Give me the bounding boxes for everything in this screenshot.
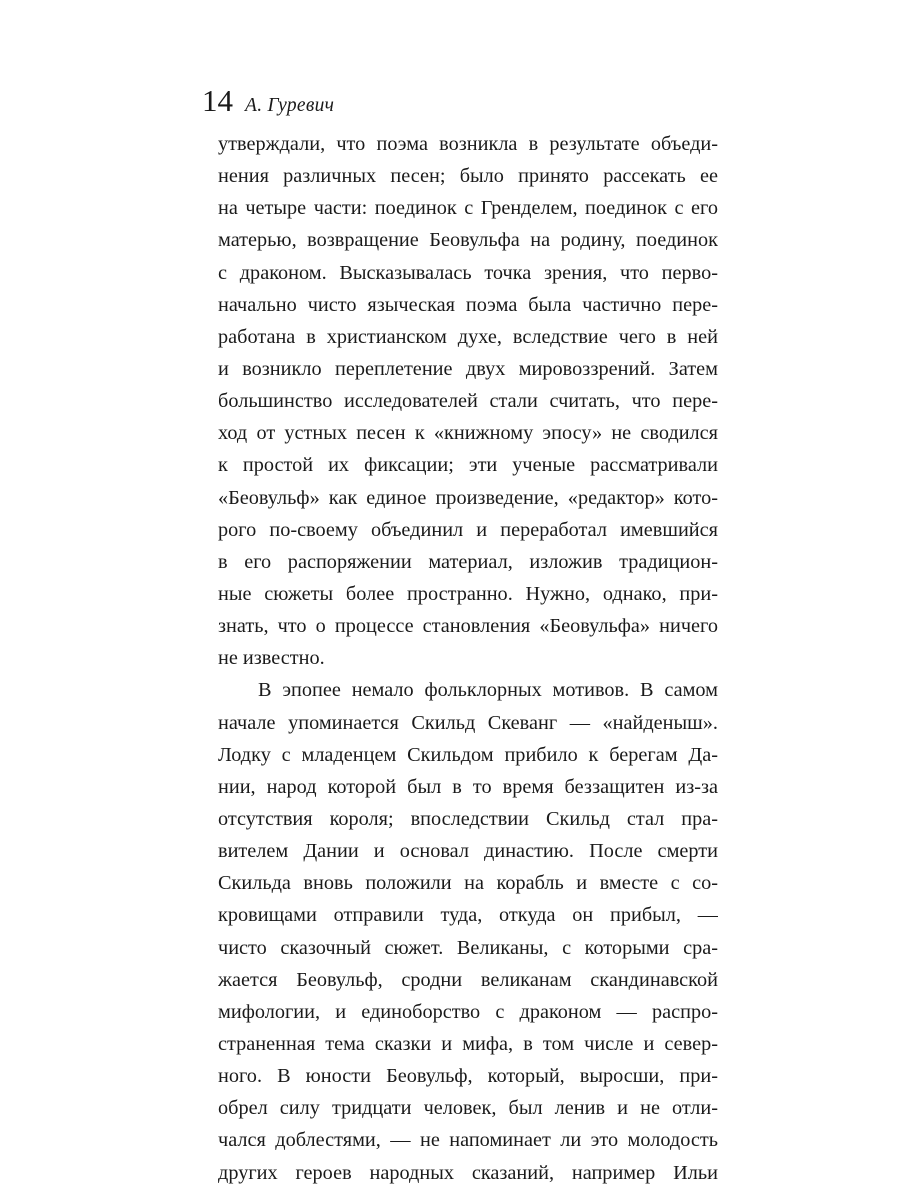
running-head [202,84,334,118]
text-line: чался доблестями, — не напоминает ли это молодость [218,1129,718,1152]
running-title: А. Гуревич [245,95,335,116]
text-line: знать, что о процессе становления «Беовульфа» ничего [218,615,718,638]
text-line: рого по-своему объединил и переработал имевшийся [218,518,718,541]
text-line: работана в христианском духе, вследствие чего в ней [218,325,718,348]
text-line: с драконом. Высказывалась точка зрения, что перво- [218,261,718,284]
text-line: В эпопее немало фольклорных мотивов. В самом [258,679,718,702]
text-line: вителем Дании и основал династию. После смерти [218,840,718,863]
text-line: не известно. [218,647,325,670]
text-line: ного. В юности Беовульф, который, выросши, при- [218,1065,718,1088]
text-line: Скильда вновь положили на корабль и вместе с со- [218,872,718,895]
text-line: матерью, возвращение Беовульфа на родину, поединок [218,229,718,252]
text-line: утверждали, что поэма возникла в результате объеди- [218,133,718,155]
text-line: на четыре части: поединок с Гренделем, поединок с его [218,197,718,220]
text-line: «Беовульф» как единое произведение, «редактор» кото- [218,486,718,509]
text-line: отсутствия короля; впоследствии Скильд стал пра- [218,807,718,830]
text-line: к простой их фиксации; эти ученые рассматривали [218,454,718,477]
body-text [218,128,718,1189]
text-line: нии, народ которой был в то время беззащитен из-за [218,775,718,798]
text-line: в его распоряжении материал, изложив традицион- [218,550,718,573]
text-line: страненная тема сказки и мифа, в том числе и север- [218,1032,718,1055]
text-line: Лодку с младенцем Скильдом прибило к берегам Да- [218,743,718,766]
text-line: ные сюжеты более пространно. Нужно, однако, при- [218,582,718,605]
text-line: мифологии, и единоборство с драконом — распро- [218,1000,718,1023]
text-line: чисто сказочный сюжет. Великаны, с которыми сра- [218,936,718,959]
text-line: начале упоминается Скильд Скеванг — «найденыш». [218,711,718,734]
text-line: обрел силу тридцати человек, был ленив и не отли- [218,1097,718,1120]
text-line: кровищами отправили туда, откуда он прибыл, — [218,904,718,927]
text-line: начально чисто языческая поэма была частично пере- [218,293,718,316]
text-line: большинство исследователей стали считать, что пере- [218,390,718,413]
text-line: жается Беовульф, сродни великанам скандинавской [218,968,718,991]
page-number: 14 [202,83,233,118]
text-line: других героев народных сказаний, например Ильи [218,1161,718,1184]
text-line: ход от устных песен к «книжному эпосу» не сводился [218,422,718,445]
text-line: нения различных песен; было принято рассекать ее [218,165,718,188]
text-line: и возникло переплетение двух мировоззрений. Затем [218,357,718,380]
